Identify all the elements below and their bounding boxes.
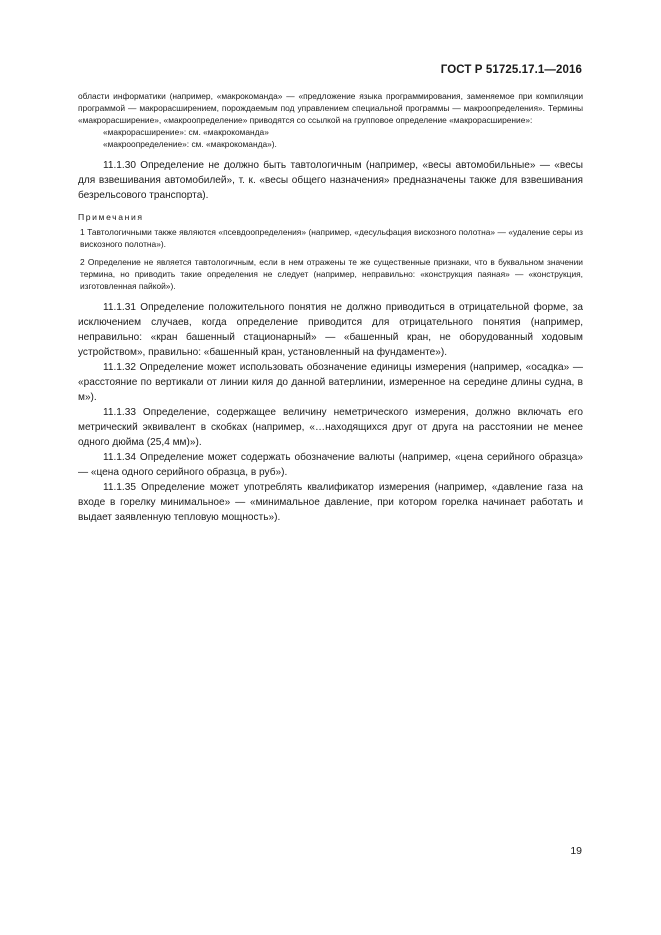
intro-paragraph: области информатики (например, «макрокоманда» — «предложение языка программирования, заменяемое при компиляции программой — макрорасширением, порождаемым под управлением специальной программы — макроопределения». Термины «макрорасширение», «макроопределение» приводятся со ссылкой на групповое определение «макрорасширение»: xyxy=(78,91,583,125)
note-1: 1 Тавтологичными также являются «псевдоопределения» (например, «десульфация вискозного полотна» — «удаление серы из вискозного полотна»). xyxy=(80,227,583,249)
clause-11-1-34: 11.1.34 Определение может содержать обозначение валюты (например, «цена серийного образца» — «цена одного серийного образца, в руб»). xyxy=(78,452,583,478)
notes-title: Примечания xyxy=(78,212,144,222)
clause-11-1-33: 11.1.33 Определение, содержащее величину неметрического измерения, должно включать его метрический эквивалент в скобках (например, «…находящихся друг от друга на расстоянии не менее одного дюйма (25,4 мм)»). xyxy=(78,407,583,448)
intro-line-1: «макрорасширение»: см. «макрокоманда» xyxy=(103,127,269,137)
page-body xyxy=(78,90,583,525)
intro-line-2: «макроопределение»: см. «макрокоманда»). xyxy=(103,139,277,149)
note-2: 2 Определение не является тавтологичным, если в нем отражены те же существенные признаки, что в буквальном значении термина, но приводить такие определения не следует (например, неправильно: «конструкция паяная» — «конструкция, изготовленная пайкой»). xyxy=(80,257,583,291)
page-number: 19 xyxy=(570,845,582,857)
clause-11-1-30: 11.1.30 Определение не должно быть тавтологичным (например, «весы автомобильные» — «весы для взвешивания автомобилей», т. к. «весы общего назначения» предназначены также для взвешивания безрельсового транспорта). xyxy=(78,160,583,201)
clause-11-1-32: 11.1.32 Определение может использовать обозначение единицы измерения (например, «осадка» — «расстояние по вертикали от линии киля до данной ватерлинии, измеренное на середине длины судна, в м»). xyxy=(78,362,583,403)
document-code-header: ГОСТ Р 51725.17.1—2016 xyxy=(440,64,582,76)
clause-11-1-35: 11.1.35 Определение может употреблять квалификатор измерения (например, «давление газа на входе в горелку минимальное» — «минимальное давление, при котором горелка начинает работать и выдает заявленную тепловую мощность»). xyxy=(78,482,583,523)
clause-11-1-31: 11.1.31 Определение положительного понятия не должно приводиться в отрицательной форме, за исключением случаев, когда определение приводится для отрицательного понятия (например, неправильно: «кран башенный стационарный» — «башенный кран, не оборудованный ходовым устройством», правильно: «башенный кран, установленный на фундаменте»). xyxy=(78,302,583,358)
